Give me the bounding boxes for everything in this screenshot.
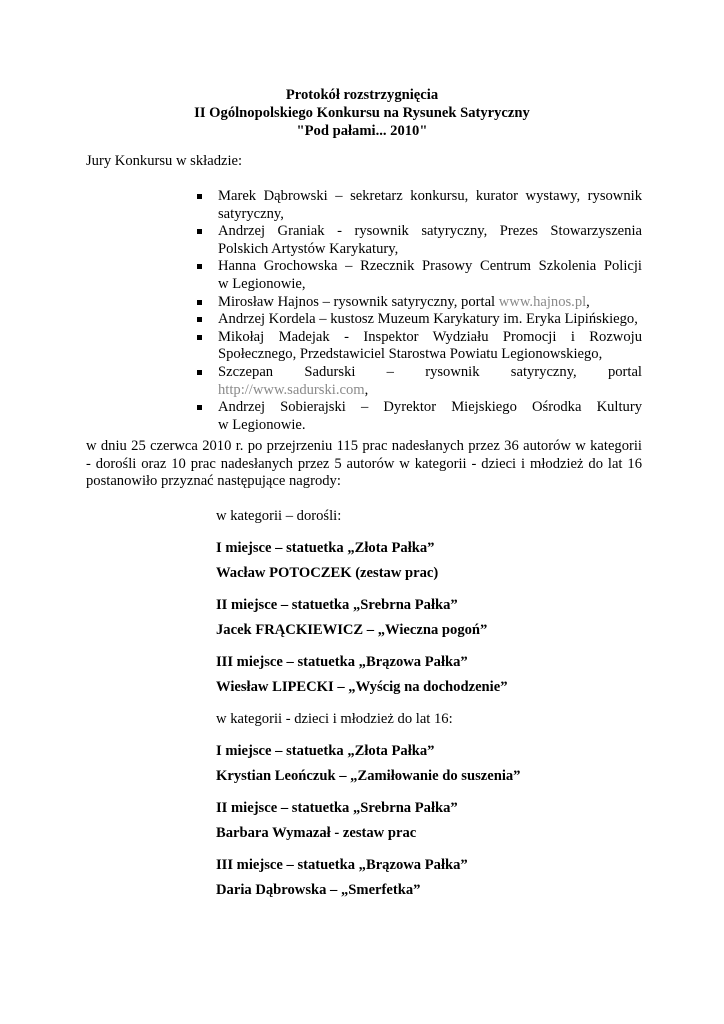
prize-winner: Barbara Wymazał - zestaw prac: [216, 825, 417, 841]
jury-member-line: Szczepan Sadurski – rysownik satyryczny, portal: [218, 363, 642, 380]
bullet-square-icon: [197, 229, 202, 234]
jury-member-line: Andrzej Graniak - rysownik satyryczny, Prezes Stowarzyszenia: [218, 223, 642, 240]
jury-member-line: Andrzej Sobierajski – Dyrektor Miejskiego Ośrodka Kultury: [218, 399, 642, 416]
prize-winner: Jacek FRĄCKIEWICZ – „Wieczna pogoń”: [216, 622, 488, 638]
prize-winner: Daria Dąbrowska – „Smerfetka”: [216, 882, 421, 898]
jury-list: [196, 188, 642, 434]
document-header: [0, 86, 724, 140]
jury-member-line: w Legionowie,: [218, 275, 306, 292]
prize-winner: Wacław POTOCZEK (zestaw prac): [216, 565, 439, 581]
category-youth: w kategorii - dzieci i młodzież do lat 16:: [216, 711, 453, 727]
list-item: [196, 223, 642, 258]
prize-place: III miejsce – statuetka „Brązowa Pałka”: [216, 654, 468, 670]
jury-member-tail: ,: [586, 293, 590, 310]
header-edition: "Pod pałami... 2010": [296, 123, 428, 139]
header-contest-name: II Ogólnopolskiego Konkursu na Rysunek Satyryczny: [194, 105, 530, 121]
prize-place: II miejsce – statuetka „Srebrna Pałka”: [216, 800, 458, 816]
jury-member-line: Mikołaj Madejak - Inspektor Wydziału Promocji i Rozwoju: [218, 328, 642, 345]
list-item: [196, 294, 642, 312]
verdict-line: - dorośli oraz 10 prac nadesłanych przez 5 autorów w kategorii - dzieci i młodzież do lat 16: [86, 455, 642, 472]
jury-member-line: Marek Dąbrowski – sekretarz konkursu, kurator wystawy, rysownik: [218, 188, 642, 204]
list-item: [196, 188, 642, 223]
jury-member-line: Społecznego, Przedstawiciel Starostwa Powiatu Legionowskiego,: [218, 346, 603, 363]
list-item: [196, 364, 642, 399]
list-item: [196, 311, 642, 329]
header-title: Protokół rozstrzygnięcia: [285, 87, 439, 103]
jury-member-line: satyryczny,: [218, 205, 284, 222]
prize-place: III miejsce – statuetka „Brązowa Pałka”: [216, 857, 468, 873]
jury-intro: Jury Konkursu w składzie:: [86, 153, 243, 169]
jury-member-line: w Legionowie.: [218, 416, 306, 433]
verdict-line: postanowiło przyznać następujące nagrody:: [86, 473, 341, 490]
jury-member-line: Polskich Artystów Karykatury,: [218, 240, 399, 257]
category-adults: w kategorii – dorośli:: [216, 508, 342, 524]
prize-place: I miejsce – statuetka „Złota Pałka”: [216, 743, 435, 759]
bullet-square-icon: [197, 194, 202, 199]
bullet-square-icon: [197, 300, 202, 305]
hajnos-link[interactable]: www.hajnos.pl: [498, 293, 587, 310]
list-item: [196, 329, 642, 364]
bullet-square-icon: [197, 370, 202, 375]
bullet-square-icon: [197, 317, 202, 322]
verdict-line: w dniu 25 czerwca 2010 r. po przejrzeniu 115 prac nadesłanych przez 36 autorów w kategorii: [86, 438, 642, 454]
prize-winner: Wiesław LIPECKI – „Wyścig na dochodzenie”: [216, 679, 508, 695]
bullet-square-icon: [197, 405, 202, 410]
prize-place: II miejsce – statuetka „Srebrna Pałka”: [216, 597, 458, 613]
bullet-square-icon: [197, 335, 202, 340]
sadurski-link[interactable]: http://www.sadurski.com: [218, 381, 365, 398]
prize-winner: Krystian Leończuk – „Zamiłowanie do suszenia”: [216, 768, 521, 784]
jury-member-text: Mirosław Hajnos – rysownik satyryczny, portal: [218, 293, 499, 310]
jury-member-line: Hanna Grochowska – Rzecznik Prasowy Centrum Szkolenia Policji: [218, 258, 642, 275]
prize-place: I miejsce – statuetka „Złota Pałka”: [216, 540, 435, 556]
bullet-square-icon: [197, 264, 202, 269]
verdict-paragraph: [86, 438, 642, 491]
list-item: [196, 399, 642, 434]
jury-member-text: Andrzej Kordela – kustosz Muzeum Karykatury im. Eryka Lipińskiego,: [218, 311, 638, 328]
list-item: [196, 258, 642, 293]
jury-member-tail: ,: [364, 381, 369, 398]
